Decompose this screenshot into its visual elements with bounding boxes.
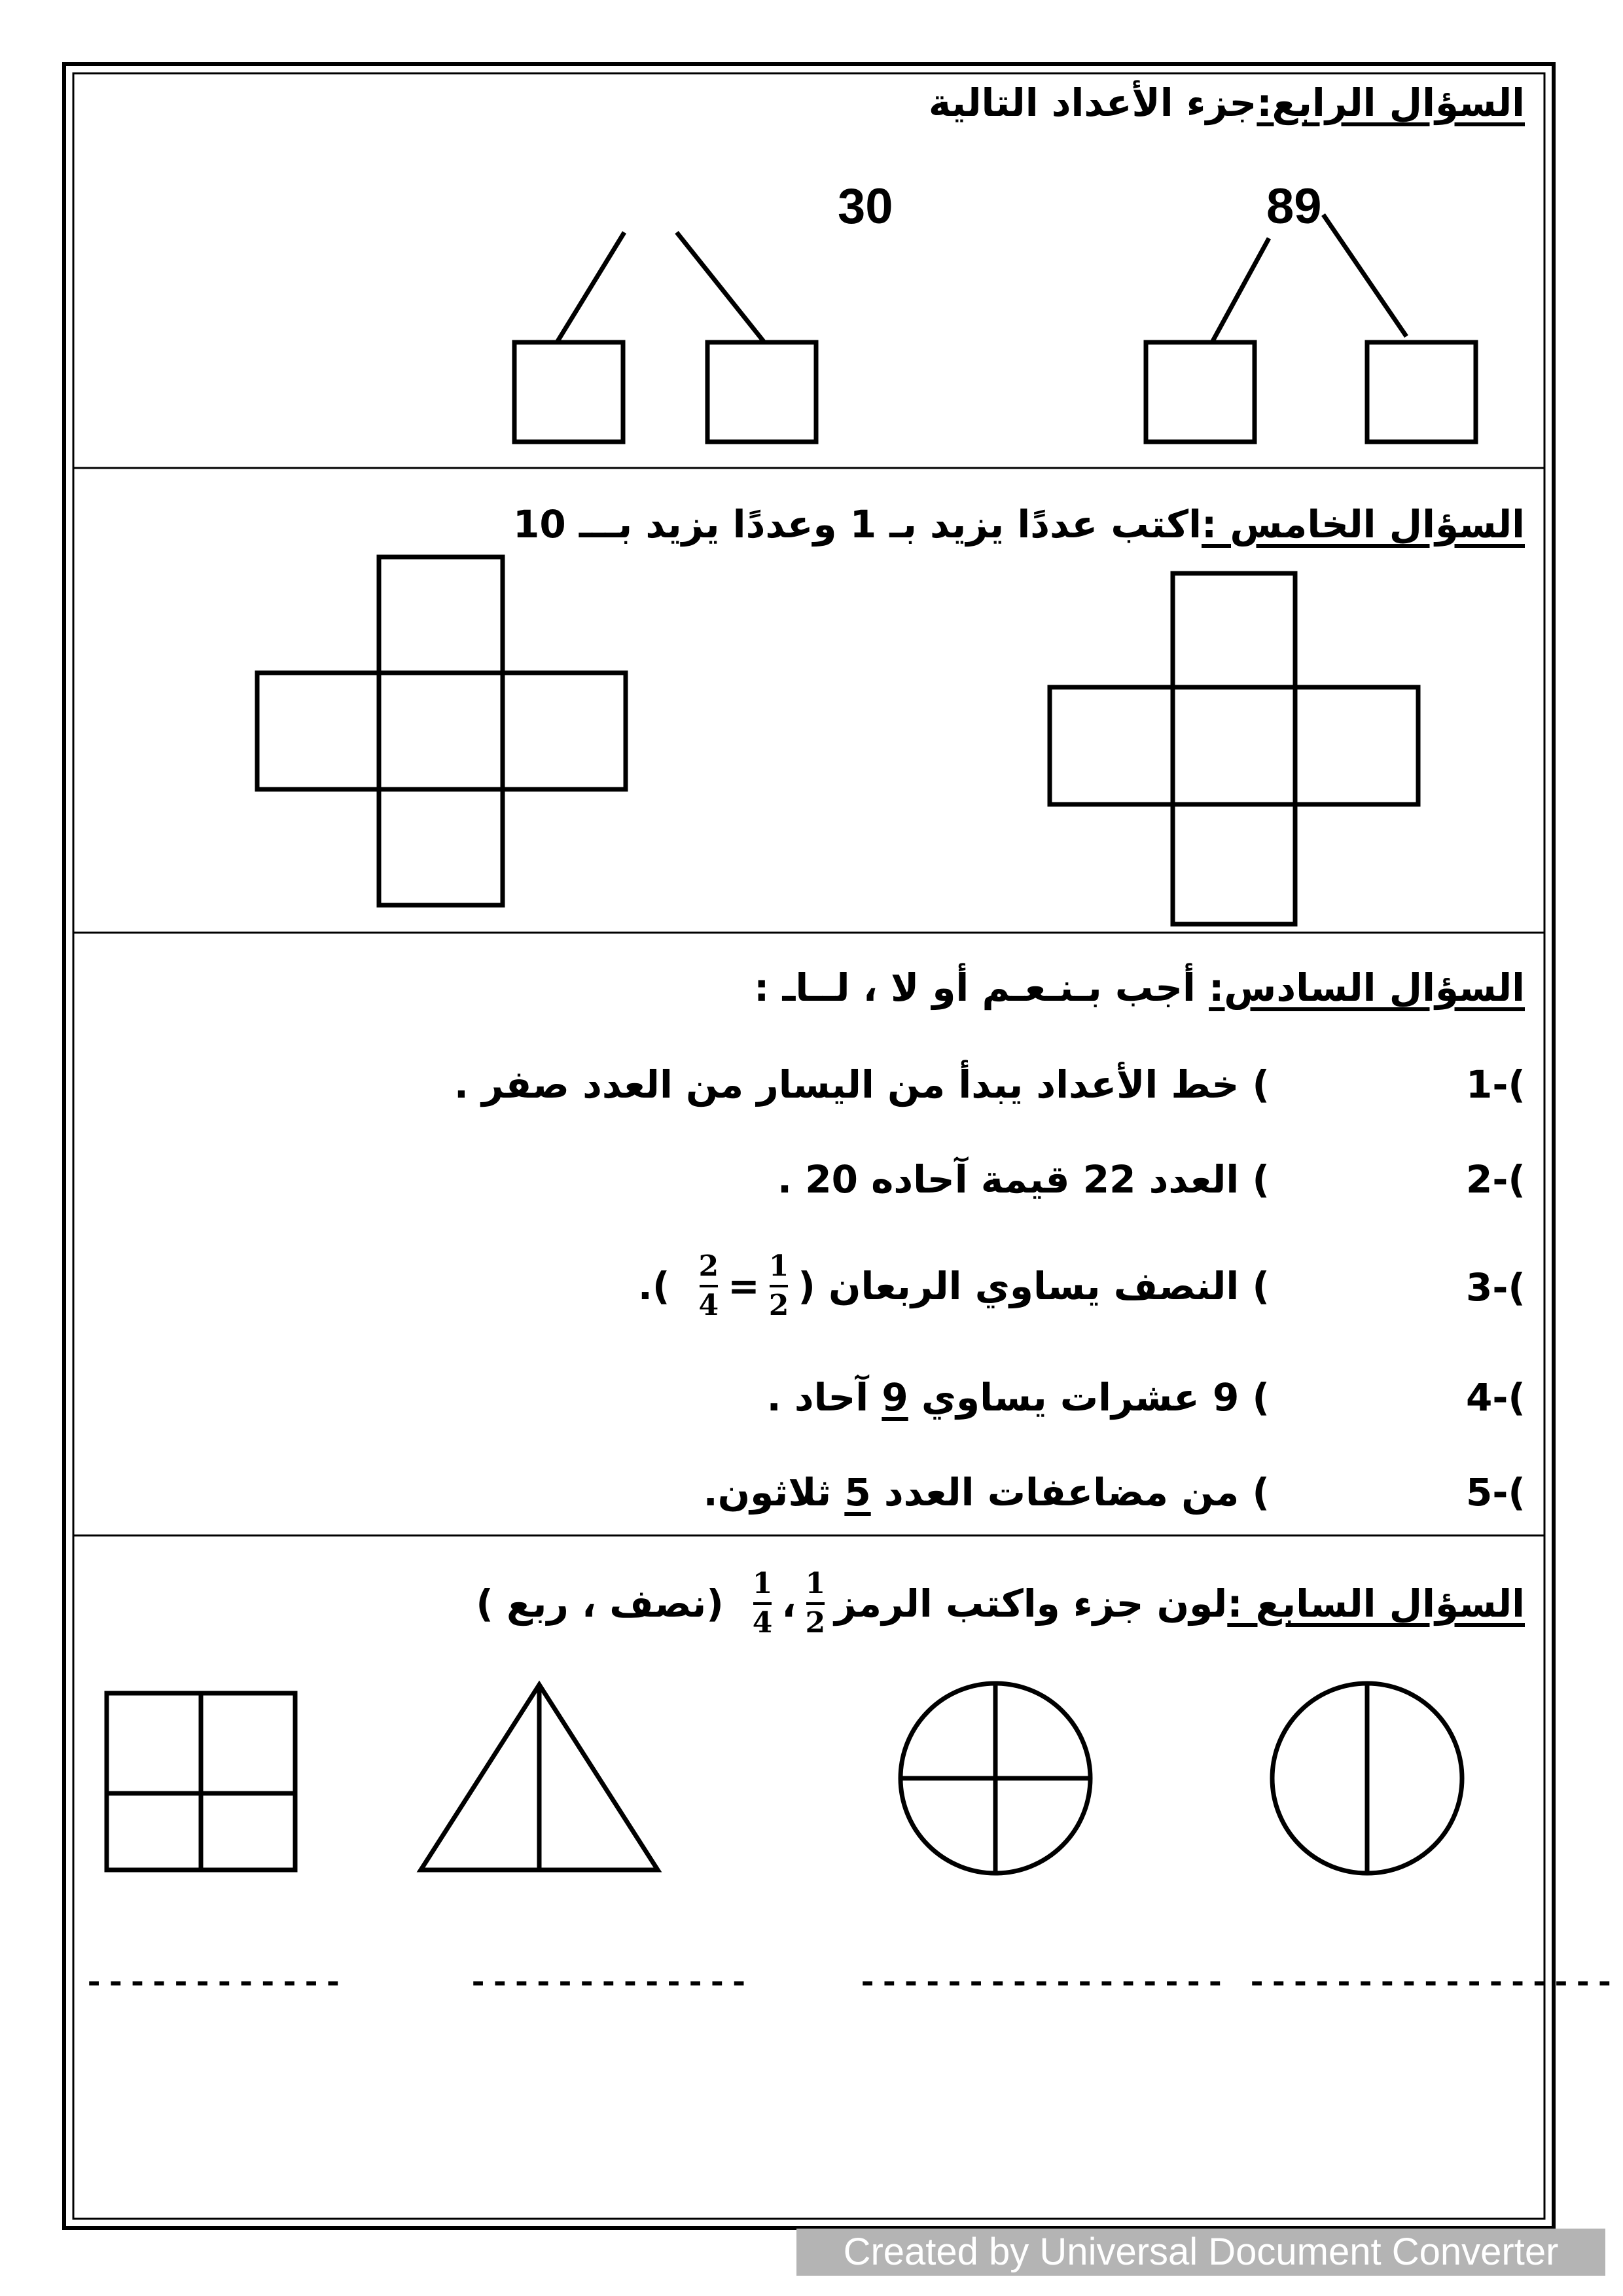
answer-box[interactable] bbox=[1146, 342, 1255, 442]
answer-box[interactable] bbox=[1367, 342, 1476, 442]
fraction-one-half bbox=[769, 1251, 789, 1322]
circle-halves[interactable] bbox=[1272, 1683, 1462, 1873]
fraction-quarter bbox=[753, 1568, 773, 1640]
triangle-halves[interactable] bbox=[421, 1685, 658, 1870]
denominator: 2 bbox=[805, 1606, 826, 1640]
tree-30 bbox=[514, 232, 816, 442]
item-text-part: آحاد . bbox=[766, 1375, 882, 1420]
item-number: 4-( bbox=[1466, 1375, 1525, 1420]
answer-line[interactable]: ------------ bbox=[84, 1964, 345, 2003]
question-text: أجب بـنـعـم أو لا ، لــاـ : bbox=[754, 965, 1196, 1010]
item-text bbox=[703, 1470, 1270, 1515]
answer-box[interactable] bbox=[707, 342, 816, 442]
circle-quarters[interactable] bbox=[901, 1683, 1090, 1873]
question-text: اكتب عددًا يزيد بـ 1 وعددًا يزيد بـــ 10 bbox=[513, 502, 1202, 547]
question-label: السؤال السابع : bbox=[1227, 1581, 1525, 1626]
item-text bbox=[638, 1247, 1270, 1325]
number-30: 30 bbox=[838, 179, 893, 234]
question-text: لون جزء واكتب الرمز bbox=[834, 1581, 1228, 1626]
item-text: ) العدد 22 قيمة آحاده 20 . bbox=[777, 1157, 1270, 1202]
question-7-title bbox=[476, 1564, 1525, 1643]
cross-grid-left bbox=[257, 557, 626, 905]
separator: ، bbox=[781, 1581, 796, 1626]
answer-line[interactable]: ----------------- bbox=[1247, 1964, 1616, 2003]
item-text-part: ) 9 عشرات يساوي bbox=[908, 1375, 1270, 1420]
underlined-number: 5 bbox=[844, 1470, 871, 1515]
denominator: 2 bbox=[768, 1289, 789, 1322]
item-number: 3-( bbox=[1466, 1265, 1525, 1310]
square-quarters[interactable] bbox=[107, 1693, 295, 1870]
item-text-part: ثلاثون. bbox=[703, 1470, 845, 1515]
number-89: 89 bbox=[1266, 179, 1322, 234]
answer-line[interactable]: ------------- bbox=[468, 1964, 751, 2003]
item-text: ) خط الأعداد يبدأ من اليسار من العدد صفر . bbox=[454, 1062, 1270, 1107]
item-number: 2-( bbox=[1466, 1157, 1525, 1202]
question-5-title bbox=[513, 502, 1525, 547]
question-text: جزء الأعداد التالية bbox=[928, 81, 1257, 125]
item-number: 1-( bbox=[1466, 1062, 1525, 1107]
item-text bbox=[766, 1375, 1270, 1420]
numerator: 1 bbox=[805, 1566, 826, 1600]
item-text-part: ) من مضاعفات العدد bbox=[870, 1470, 1270, 1515]
numerator: 1 bbox=[768, 1249, 789, 1283]
underlined-number: 9 bbox=[882, 1375, 908, 1420]
denominator: 4 bbox=[698, 1289, 719, 1322]
question-label: السؤال السادس: bbox=[1209, 965, 1525, 1010]
denominator: 4 bbox=[752, 1606, 773, 1640]
watermark: Created by Universal Document Converter bbox=[796, 2229, 1605, 2276]
item-number: 5-( bbox=[1466, 1470, 1525, 1515]
fraction-half bbox=[805, 1568, 825, 1640]
numerator: 2 bbox=[698, 1249, 719, 1283]
answer-line[interactable]: ----------------- bbox=[857, 1964, 1227, 2003]
fraction-two-quarters bbox=[698, 1251, 719, 1322]
numerator: 1 bbox=[752, 1566, 773, 1600]
item-text-part: ) النصف يساوي الربعان ( bbox=[798, 1264, 1270, 1308]
question-6-title bbox=[754, 965, 1525, 1010]
tree-89 bbox=[1146, 215, 1476, 442]
question-label: السؤال الخامس : bbox=[1202, 502, 1525, 547]
closing: ). bbox=[637, 1264, 670, 1308]
page-border-inner bbox=[73, 73, 1544, 2219]
answer-box[interactable] bbox=[514, 342, 623, 442]
question-text: (نصف ، ربع ) bbox=[476, 1581, 724, 1626]
question-4-title bbox=[928, 81, 1525, 125]
equals-sign: = bbox=[728, 1264, 760, 1308]
cross-grid-right bbox=[1050, 573, 1418, 924]
page-border-outer bbox=[64, 64, 1554, 2228]
question-label: السؤال الرابع: bbox=[1257, 81, 1525, 125]
